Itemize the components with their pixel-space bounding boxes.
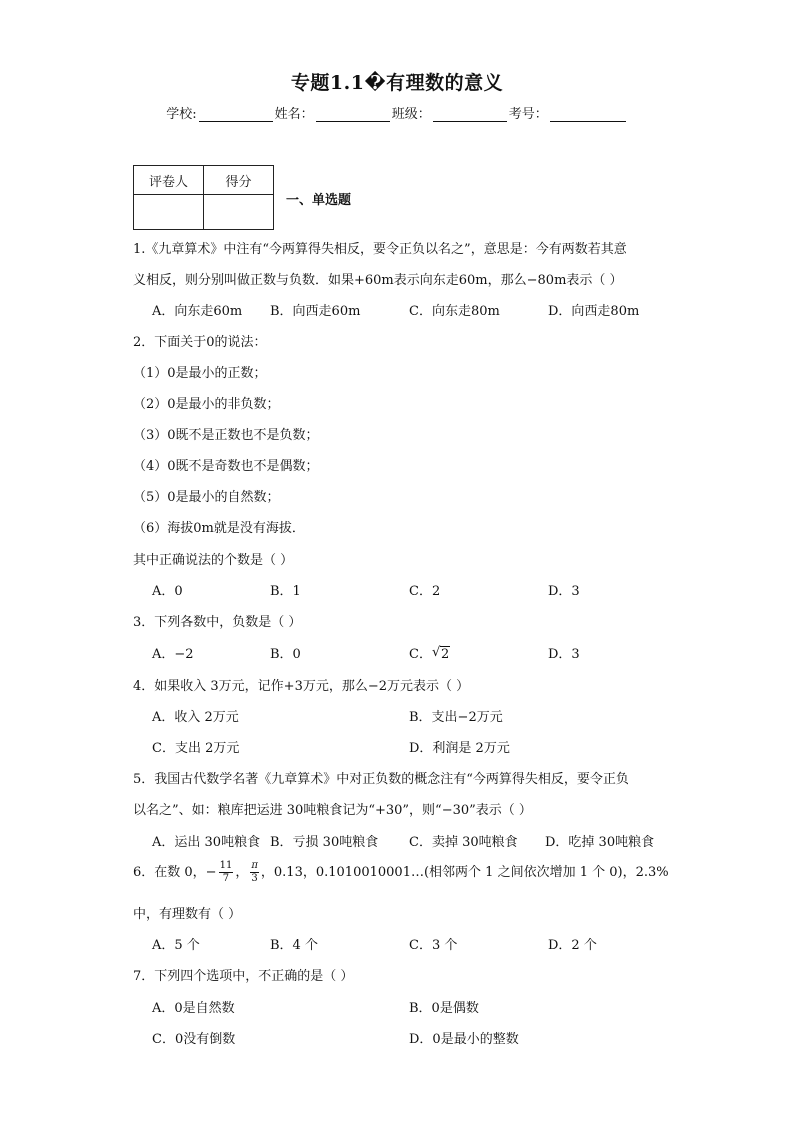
fraction-denominator: 7: [222, 873, 230, 884]
q1-option-c[interactable]: C．向东走80m: [409, 304, 500, 319]
q4-stem: 4．如果收入 3万元，记作+3万元，那么−2万元表示（ ）: [133, 679, 470, 694]
fraction-eleven-sevenths: [219, 860, 234, 885]
q3-radicand: 2: [440, 647, 450, 662]
q5-option-b[interactable]: B．亏损 30吨粮食: [270, 835, 379, 850]
score-header: 得分: [204, 166, 274, 195]
class-blank[interactable]: [433, 107, 507, 122]
q4-option-d[interactable]: D．利润是 2万元: [409, 741, 510, 756]
school-blank[interactable]: [199, 107, 273, 122]
q1-line1: 1.《九章算术》中注有“今两算得失相反，要令正负以名之”，意思是：今有两数若其意: [133, 242, 627, 257]
q6-line2: 中，有理数有（ ）: [133, 907, 242, 922]
q7-option-d[interactable]: D．0是最小的整数: [409, 1032, 519, 1047]
q2-statement-3: （3）0既不是正数也不是负数；: [133, 428, 319, 443]
q7-stem: 7．下列四个选项中，不正确的是（ ）: [133, 969, 354, 984]
q2-statement-1: （1）0是最小的正数；: [133, 366, 267, 381]
q2-statement-4: （4）0既不是奇数也不是偶数；: [133, 459, 319, 474]
q1-option-d[interactable]: D．向西走80m: [548, 304, 640, 319]
grader-cell[interactable]: [134, 195, 204, 230]
q1-option-b[interactable]: B．向西走60m: [270, 304, 361, 319]
q6-line1: [133, 860, 669, 885]
page-title: 专题1.1�有理数的意义: [290, 72, 504, 94]
q6-rest: ，0.13，0.1010010001…(相邻两个 1 之间依次增加 1 个 0)，2.3%: [260, 865, 669, 880]
student-info-line: [0, 103, 794, 122]
q2-statement-6: （6）海拔0m就是没有海拔．: [133, 521, 305, 536]
q6-option-d[interactable]: D．2 个: [548, 938, 597, 953]
q2-option-c[interactable]: C．2: [409, 584, 441, 599]
square-root-symbol: √ 2: [431, 645, 450, 662]
q5-option-c[interactable]: C．卖掉 30吨粮食: [409, 835, 518, 850]
score-cell[interactable]: [204, 195, 274, 230]
q7-option-b[interactable]: B．0是偶数: [409, 1001, 479, 1016]
q2-option-b[interactable]: B．1: [270, 584, 301, 599]
class-label: 班级：: [391, 107, 431, 122]
q2-option-a[interactable]: A．0: [152, 584, 183, 599]
section-title: 一、单选题: [286, 193, 352, 208]
q1-line2: 义相反，则分别叫做正数与负数．如果+60m表示向东走60m，那么−80m表示（ ）: [133, 273, 623, 288]
q1-option-a[interactable]: A．向东走60m: [152, 304, 243, 319]
q5-line2: 以名之”、如：粮库把运进 30吨粮食记为“+30”，则“−30”表示（ ）: [133, 803, 532, 818]
q3-option-b[interactable]: B．0: [270, 647, 301, 662]
q5-option-d[interactable]: D．吃掉 30吨粮食: [545, 835, 655, 850]
q6-separator: ，: [235, 865, 249, 880]
q2-stem: 2．下面关于0的说法：: [133, 335, 267, 350]
q4-option-a[interactable]: A．收入 2万元: [152, 710, 239, 725]
q5-line1: 5．我国古代数学名著《九章算术》中对正负数的概念注有“今两算得失相反，要令正负: [133, 772, 629, 787]
name-label: 姓名：: [274, 107, 314, 122]
school-label: 学校:: [166, 107, 197, 122]
exam-number-blank[interactable]: [550, 107, 626, 122]
q5-option-a[interactable]: A．运出 30吨粮食: [152, 835, 261, 850]
fraction-pi-thirds: [250, 860, 259, 885]
fraction-numerator: 11: [219, 860, 233, 871]
q3-option-d[interactable]: D．3: [548, 647, 580, 662]
q3-option-a[interactable]: A．−2: [152, 647, 194, 662]
q6-option-c[interactable]: C．3 个: [409, 938, 458, 953]
q3-option-c-label: C．: [409, 647, 432, 662]
q6-option-a[interactable]: A．5 个: [152, 938, 200, 953]
score-table: [133, 165, 274, 230]
q3-option-c[interactable]: [409, 643, 450, 662]
q6-prefix: 6．在数 0，−: [133, 865, 217, 880]
grader-header: 评卷人: [134, 166, 204, 195]
q2-question: 其中正确说法的个数是（ ）: [133, 553, 294, 568]
q4-option-c[interactable]: C．支出 2万元: [152, 741, 240, 756]
q2-statement-5: （5）0是最小的自然数；: [133, 490, 280, 505]
exam-number-label: 考号：: [508, 107, 548, 122]
q2-statement-2: （2）0是最小的非负数；: [133, 397, 280, 412]
q6-option-b[interactable]: B．4 个: [270, 938, 318, 953]
fraction-numerator: π: [251, 860, 258, 871]
q2-option-d[interactable]: D．3: [548, 584, 580, 599]
fraction-denominator: 3: [251, 873, 258, 884]
q4-option-b[interactable]: B．支出−2万元: [409, 710, 503, 725]
name-blank[interactable]: [316, 107, 390, 122]
q3-stem: 3．下列各数中，负数是（ ）: [133, 615, 302, 630]
q7-option-c[interactable]: C．0没有倒数: [152, 1032, 236, 1047]
q7-option-a[interactable]: A．0是自然数: [152, 1001, 235, 1016]
